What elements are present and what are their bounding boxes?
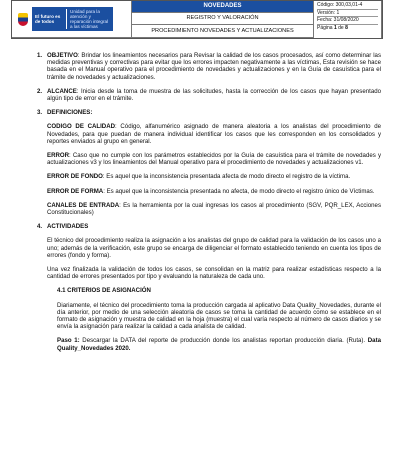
definition-error: [47, 152, 381, 166]
definition-term: ERROR DE FORMA: [47, 187, 104, 195]
section-label: ACTIVIDADES: [47, 223, 89, 231]
page-prefix: Página: [317, 24, 334, 31]
header-subtitle: REGISTRO Y VALORACIÓN: [132, 13, 314, 25]
header-title: NOVEDADES: [132, 1, 314, 13]
page-number: 1: [333, 24, 337, 31]
logo-banner: [32, 7, 113, 32]
section-alcance: [37, 88, 381, 102]
definition-term: ERROR DE FONDO: [47, 173, 103, 181]
section-definiciones: [37, 109, 381, 116]
page-of: de: [336, 24, 346, 31]
section-actividades: [37, 223, 381, 230]
header-meta: [314, 1, 382, 38]
section-label: ALCANCE: [47, 87, 77, 95]
definition-text: : Caso que no cumple con los parámetros establecidos por la Guía de casuística para el trámite de novedades y actualizaciones v3 y los lineamientos del Manual operativo para el procedimiento de novedades y actualizaciones v1.: [47, 152, 381, 167]
section-label: OBJETIVO: [47, 52, 78, 59]
definition-text: : Es aquel que la inconsistencia presentada no afecta, de modo directo el registro único de Víctimas.: [103, 187, 375, 195]
section-number: 3.: [37, 109, 43, 117]
doc-code: Código: 300,03,01-4: [317, 2, 378, 10]
paragraph-asignacion: El técnico del procedimiento realiza la asignación a los analistas del grupo de calidad para la validación de los casos uno a uno; además de la verificación, este grupo se encarga de diligenciar el formato establecido teniendo en cuenta los tipos de errores (fondo y forma).: [47, 237, 381, 259]
section-number: 1.: [37, 52, 43, 59]
doc-version: Versión: 1: [317, 10, 378, 18]
definition-error-forma: [47, 188, 381, 195]
step-text: Descargar la DATA del reporte de producción donde los analistas reportan producción diaria. (Ruta).: [79, 337, 368, 345]
step-label: Paso 1:: [57, 337, 80, 345]
section-objetivo: [37, 52, 381, 81]
definition-text: : Es aquel que la inconsistencia presentada afecta de modo directo el registro de la víctima.: [102, 173, 351, 181]
definition-text: : Es la herramienta por la cual ingresas los casos al procedimiento (SGV, PQR_LEX, Acciones Constitucionales): [47, 201, 381, 217]
definition-codigo-calidad: [47, 123, 381, 145]
paragraph-criterios: Diariamente, el técnico del procedimiento toma la producción cargada al aplicativo Data Quality_Novedades, durante el día anterior, por medio de una selección aleatoria de casos se toma la cantidad de acuerdo como se establece en el formato de asignación y muestra de calidad en la hoja (muestra) el cual varía respecto al número de casos diarios y se envía la asignación para realizar la calidad a cada analista de calidad.: [57, 301, 381, 331]
logo-slogan: El futuro es de todos: [35, 13, 61, 24]
document-body: [37, 52, 381, 359]
section-text: : Inicia desde la toma de muestra de las solicitudes, hasta la corrección de los casos que hayan presentado algún tipo de error en el trámite.: [47, 87, 381, 103]
section-number: 4.: [37, 223, 43, 231]
definition-error-fondo: [47, 173, 381, 180]
paragraph-paso-1: [57, 337, 381, 351]
doc-page: [317, 25, 378, 32]
header-procedure: PROCEDIMIENTO NOVEDADES Y ACTUALIZACIONES: [132, 25, 314, 38]
step-path: Data Quality_Novedades 2020.: [57, 337, 381, 352]
paragraph-consolidacion: Una vez finalizada la validación de todos los casos, se consolidan en la matriz para realizar estadísticas respecto a la cantidad de errores presentados por tipo y evaluando la naturaleza de cada uno.: [47, 266, 381, 281]
subsection-heading: 4.1 CRITERIOS DE ASIGNACIÓN: [57, 287, 151, 295]
doc-date: Fecha: 31/08/2020: [317, 17, 378, 25]
section-number: 2.: [37, 87, 43, 95]
definition-canales-entrada: [47, 202, 381, 216]
definition-term: ERROR: [47, 152, 70, 160]
section-label: DEFINICIONES:: [47, 109, 93, 117]
definition-text: : Código, alfanumérico asignado de manera aleatoria a los analistas del procedimiento de Novedades, para que puedan de manera individual identificar los casos que les corresponden en los consolidados y reportes enviados al grupo en general.: [47, 123, 382, 145]
section-text: : Brindar los lineamientos necesarios para Revisar la calidad de los casos procesados, así como determinar las medidas preventivas y correctivas para evitar que los errores impacten negativamente a las víctimas, Esta revisión se hace basada en el Manual operativo para el procedimiento de novedades y actualizaciones y en la Guía de casuística para el trámite de novedades y actualizaciones.: [47, 52, 381, 81]
document-header: [11, 0, 383, 39]
logo: [12, 1, 132, 38]
definition-term: CANALES DE ENTRADA: [47, 201, 120, 209]
logo-entity: Unidad para la atención y reparación integral a las víctimas: [66, 9, 110, 30]
coat-of-arms-icon: [18, 13, 28, 26]
definition-term: CODIGO DE CALIDAD: [47, 123, 116, 131]
page-total: 8: [345, 24, 348, 31]
